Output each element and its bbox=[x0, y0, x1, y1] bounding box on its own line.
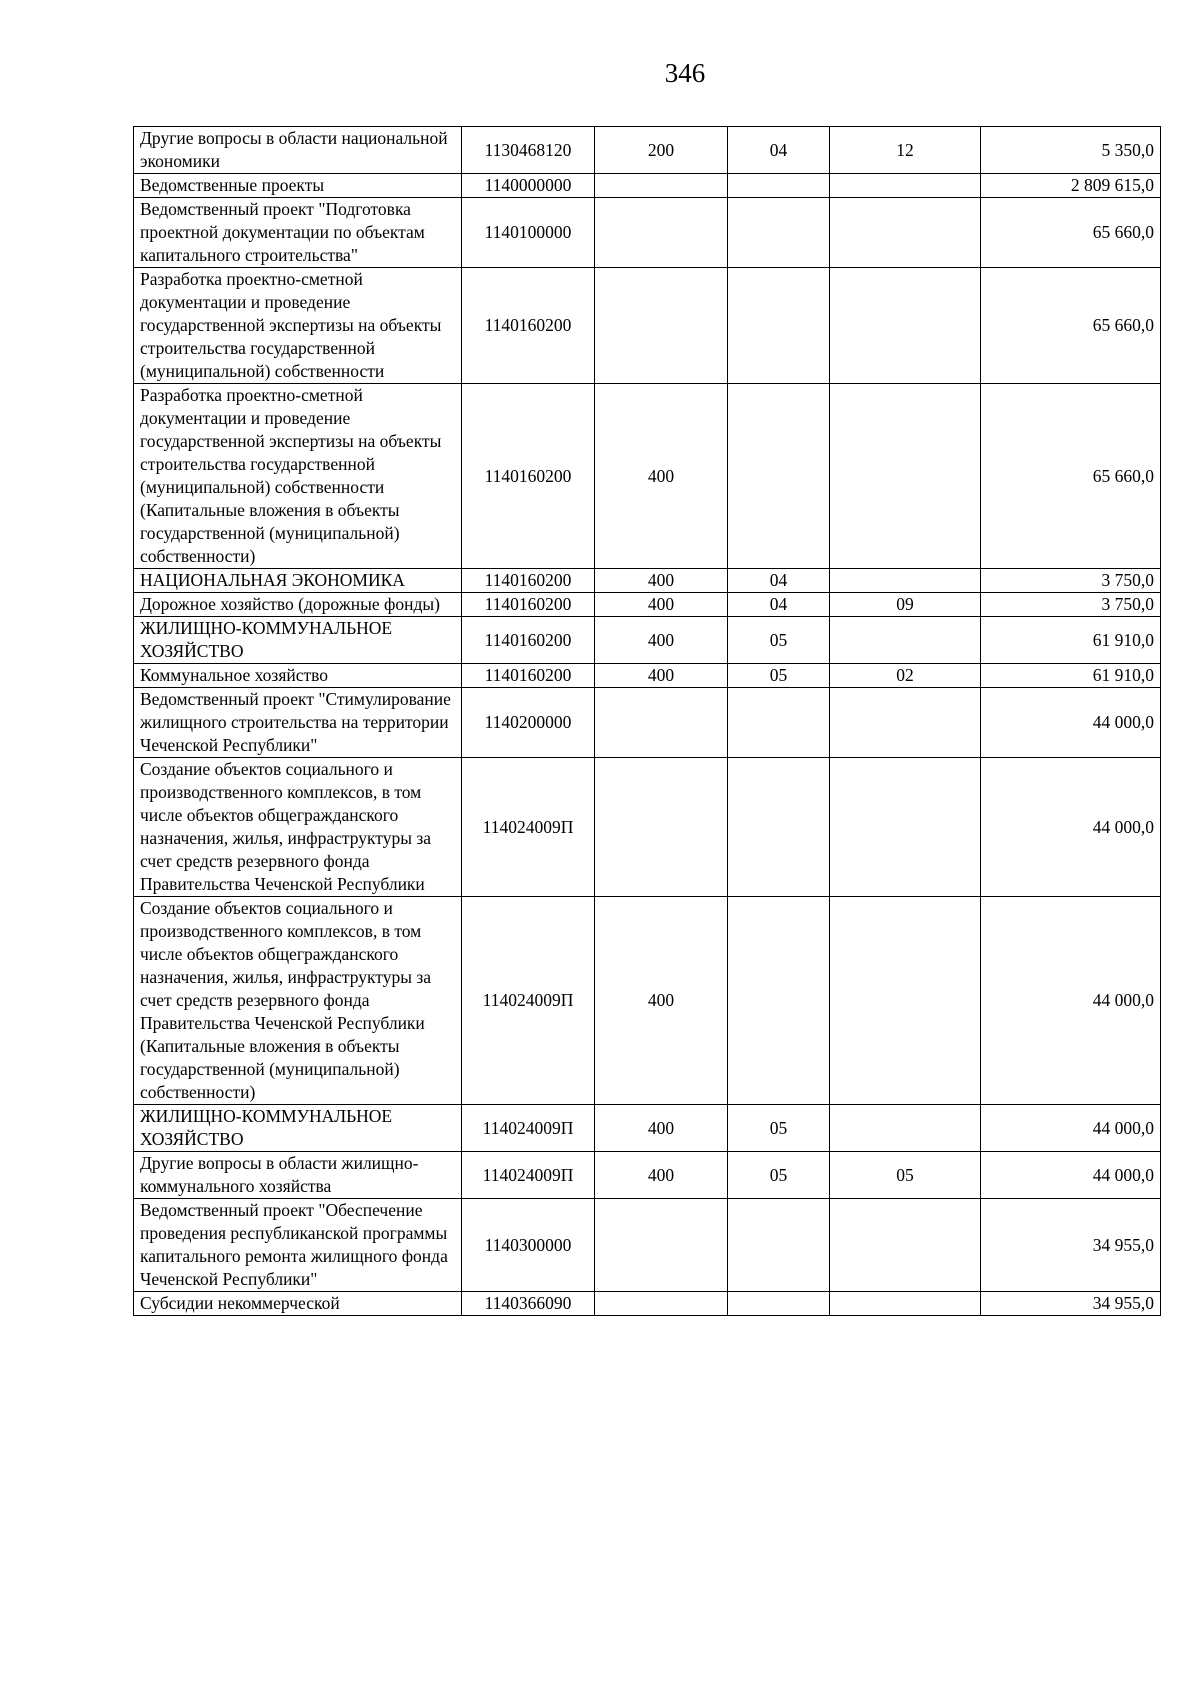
row-expense-type bbox=[595, 1199, 728, 1292]
row-section bbox=[728, 1199, 830, 1292]
row-section bbox=[728, 688, 830, 758]
row-subsection: 02 bbox=[830, 664, 981, 688]
row-subsection bbox=[830, 174, 981, 198]
row-subsection bbox=[830, 617, 981, 664]
row-expense-type: 400 bbox=[595, 664, 728, 688]
row-amount: 44 000,0 bbox=[981, 1105, 1161, 1152]
row-subsection bbox=[830, 198, 981, 268]
row-target-code: 114024009П bbox=[462, 1105, 595, 1152]
row-target-code: 1140160200 bbox=[462, 268, 595, 384]
row-subsection bbox=[830, 384, 981, 569]
table-row bbox=[134, 1292, 1161, 1316]
table-row bbox=[134, 268, 1161, 384]
row-name: Разработка проектно-сметной документации и проведение государственной экспертизы на объекты строительства государственной (муниципальной) собственности (Капитальные вложения в объекты государственной (муниципальной) собственности) bbox=[134, 384, 462, 569]
row-subsection bbox=[830, 1199, 981, 1292]
table-row bbox=[134, 617, 1161, 664]
row-name: НАЦИОНАЛЬНАЯ ЭКОНОМИКА bbox=[134, 569, 462, 593]
row-section: 05 bbox=[728, 1152, 830, 1199]
row-amount: 65 660,0 bbox=[981, 268, 1161, 384]
table-row bbox=[134, 758, 1161, 897]
row-amount: 61 910,0 bbox=[981, 617, 1161, 664]
row-section bbox=[728, 174, 830, 198]
row-expense-type: 400 bbox=[595, 569, 728, 593]
row-expense-type: 200 bbox=[595, 127, 728, 174]
row-expense-type bbox=[595, 758, 728, 897]
row-expense-type bbox=[595, 688, 728, 758]
row-name: Другие вопросы в области национальной экономики bbox=[134, 127, 462, 174]
table-row bbox=[134, 1152, 1161, 1199]
page-number: 346 bbox=[664, 58, 706, 88]
row-name: Ведомственный проект "Подготовка проектной документации по объектам капитального строительства" bbox=[134, 198, 462, 268]
table-row bbox=[134, 198, 1161, 268]
row-name: Создание объектов социального и производственного комплексов, в том числе объектов общегражданского назначения, жилья, инфраструктуры за счет средств резервного фонда Правительства Чеченской Республики (Капитальные вложения в объекты государственной (муниципальной) собственности) bbox=[134, 897, 462, 1105]
row-subsection bbox=[830, 1105, 981, 1152]
row-target-code: 1140000000 bbox=[462, 174, 595, 198]
row-amount: 44 000,0 bbox=[981, 897, 1161, 1105]
row-subsection bbox=[830, 268, 981, 384]
table-row bbox=[134, 897, 1161, 1105]
row-name: Разработка проектно-сметной документации и проведение государственной экспертизы на объекты строительства государственной (муниципальной) собственности bbox=[134, 268, 462, 384]
table-row bbox=[134, 127, 1161, 174]
row-target-code: 114024009П bbox=[462, 1152, 595, 1199]
row-target-code: 1140366090 bbox=[462, 1292, 595, 1316]
row-name: ЖИЛИЩНО-КОММУНАЛЬНОЕ ХОЗЯЙСТВО bbox=[134, 1105, 462, 1152]
row-section: 05 bbox=[728, 1105, 830, 1152]
row-section: 05 bbox=[728, 664, 830, 688]
row-expense-type bbox=[595, 198, 728, 268]
row-target-code: 1140160200 bbox=[462, 593, 595, 617]
row-amount: 34 955,0 bbox=[981, 1292, 1161, 1316]
row-subsection bbox=[830, 758, 981, 897]
row-expense-type bbox=[595, 174, 728, 198]
row-subsection bbox=[830, 1292, 981, 1316]
row-target-code: 1140160200 bbox=[462, 384, 595, 569]
row-expense-type: 400 bbox=[595, 593, 728, 617]
row-name: Коммунальное хозяйство bbox=[134, 664, 462, 688]
row-section: 05 bbox=[728, 617, 830, 664]
row-section: 04 bbox=[728, 569, 830, 593]
row-expense-type: 400 bbox=[595, 617, 728, 664]
row-target-code: 1140300000 bbox=[462, 1199, 595, 1292]
row-name: Ведомственный проект "Обеспечение проведения республиканской программы капитального ремонта жилищного фонда Чеченской Республики" bbox=[134, 1199, 462, 1292]
row-expense-type bbox=[595, 268, 728, 384]
row-section bbox=[728, 897, 830, 1105]
row-amount: 3 750,0 bbox=[981, 569, 1161, 593]
row-amount: 44 000,0 bbox=[981, 688, 1161, 758]
table-row bbox=[134, 384, 1161, 569]
row-amount: 44 000,0 bbox=[981, 1152, 1161, 1199]
row-name: Ведомственные проекты bbox=[134, 174, 462, 198]
row-amount: 34 955,0 bbox=[981, 1199, 1161, 1292]
row-name: ЖИЛИЩНО-КОММУНАЛЬНОЕ ХОЗЯЙСТВО bbox=[134, 617, 462, 664]
table-row bbox=[134, 569, 1161, 593]
row-section bbox=[728, 758, 830, 897]
row-expense-type: 400 bbox=[595, 384, 728, 569]
row-section bbox=[728, 1292, 830, 1316]
table-row bbox=[134, 1105, 1161, 1152]
row-subsection: 12 bbox=[830, 127, 981, 174]
row-expense-type: 400 bbox=[595, 1152, 728, 1199]
row-amount: 65 660,0 bbox=[981, 198, 1161, 268]
row-name: Ведомственный проект "Стимулирование жилищного строительства на территории Чеченской Республики" bbox=[134, 688, 462, 758]
row-expense-type bbox=[595, 1292, 728, 1316]
row-section bbox=[728, 268, 830, 384]
budget-table bbox=[133, 126, 1161, 1316]
row-subsection bbox=[830, 688, 981, 758]
row-target-code: 1130468120 bbox=[462, 127, 595, 174]
row-target-code: 1140200000 bbox=[462, 688, 595, 758]
row-name: Другие вопросы в области жилищно-коммунального хозяйства bbox=[134, 1152, 462, 1199]
table-row bbox=[134, 593, 1161, 617]
row-section: 04 bbox=[728, 593, 830, 617]
row-target-code: 1140160200 bbox=[462, 664, 595, 688]
row-target-code: 114024009П bbox=[462, 758, 595, 897]
row-expense-type: 400 bbox=[595, 897, 728, 1105]
row-amount: 61 910,0 bbox=[981, 664, 1161, 688]
row-subsection bbox=[830, 569, 981, 593]
row-amount: 44 000,0 bbox=[981, 758, 1161, 897]
row-name: Дорожное хозяйство (дорожные фонды) bbox=[134, 593, 462, 617]
row-amount: 65 660,0 bbox=[981, 384, 1161, 569]
table-row bbox=[134, 1199, 1161, 1292]
row-name: Субсидии некоммерческой bbox=[134, 1292, 462, 1316]
row-amount: 5 350,0 bbox=[981, 127, 1161, 174]
row-section bbox=[728, 198, 830, 268]
row-expense-type: 400 bbox=[595, 1105, 728, 1152]
row-subsection: 05 bbox=[830, 1152, 981, 1199]
row-amount: 2 809 615,0 bbox=[981, 174, 1161, 198]
row-section: 04 bbox=[728, 127, 830, 174]
table-body bbox=[134, 127, 1161, 1316]
row-target-code: 1140160200 bbox=[462, 617, 595, 664]
table-row bbox=[134, 664, 1161, 688]
row-subsection: 09 bbox=[830, 593, 981, 617]
table-row bbox=[134, 688, 1161, 758]
row-amount: 3 750,0 bbox=[981, 593, 1161, 617]
row-name: Создание объектов социального и производственного комплексов, в том числе объектов общегражданского назначения, жилья, инфраструктуры за счет средств резервного фонда Правительства Чеченской Республики bbox=[134, 758, 462, 897]
row-section bbox=[728, 384, 830, 569]
row-target-code: 114024009П bbox=[462, 897, 595, 1105]
row-target-code: 1140160200 bbox=[462, 569, 595, 593]
table-row bbox=[134, 174, 1161, 198]
row-target-code: 1140100000 bbox=[462, 198, 595, 268]
row-subsection bbox=[830, 897, 981, 1105]
